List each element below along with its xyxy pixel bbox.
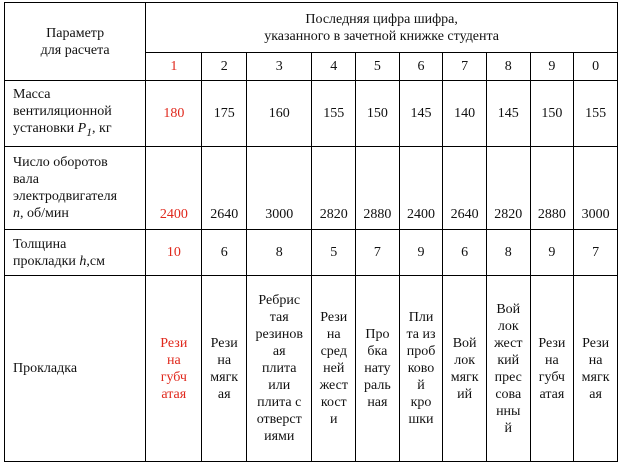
digit-cell: 6: [399, 53, 443, 81]
label-line: вентиляционной: [13, 104, 112, 120]
mass-value: 140: [443, 81, 487, 147]
gasket-line: ая: [589, 386, 602, 402]
rpm-value: 2400: [146, 147, 202, 230]
rpm-symbol: n: [13, 206, 20, 221]
gasket-line: губч: [160, 369, 187, 385]
gasket-line: или: [268, 378, 291, 393]
rpm-value: 2400: [399, 147, 443, 230]
gasket-line: атая: [161, 386, 187, 402]
thickness-value: 8: [486, 230, 530, 276]
mass-symbol: P: [77, 121, 87, 137]
mass-row: [5, 81, 618, 147]
gasket-line: ково: [407, 361, 435, 376]
gasket-line: Рези: [210, 335, 238, 351]
gasket-line: прес: [494, 369, 522, 385]
thickness-value: 7: [356, 230, 400, 276]
gasket-line: лок: [497, 318, 519, 334]
digit-cell: 7: [443, 53, 487, 81]
rpm-value: 3000: [247, 147, 312, 230]
label-text: прокладки: [13, 253, 80, 269]
gasket-line: ая: [272, 344, 286, 359]
mass-value: 145: [399, 81, 443, 147]
label-line: [13, 253, 142, 270]
gasket-line: сова: [495, 386, 522, 402]
gasket-line: мягк: [210, 369, 239, 385]
gasket-line: Вой: [496, 301, 521, 317]
rpm-value: 2820: [312, 147, 356, 230]
gasket-line: иями: [264, 429, 295, 444]
rpm-value: 2640: [202, 147, 247, 230]
gasket-line: ная: [367, 395, 388, 410]
gasket-line: ий: [457, 386, 473, 402]
thickness-symbol: h: [79, 253, 87, 269]
digit-cell: 1: [146, 53, 202, 81]
label-line: вала: [13, 172, 39, 187]
digit-cell: 5: [356, 53, 400, 81]
gasket-line: ая: [217, 386, 231, 402]
gasket-line: на: [217, 352, 232, 368]
digit-header-line: указанного в зачетной книжке студента: [264, 28, 500, 44]
rpm-value: 2880: [530, 147, 574, 230]
parameters-table: [4, 2, 618, 462]
gasket-line: на: [166, 352, 181, 368]
gasket-value: [312, 276, 356, 462]
digit-cell: 0: [574, 53, 618, 81]
gasket-line: нны: [496, 403, 521, 419]
gasket-line: жест: [319, 378, 348, 393]
param-header-line: Параметр: [46, 25, 105, 41]
gasket-line: кро: [410, 395, 432, 410]
mass-value: 155: [312, 81, 356, 147]
mass-value: 175: [202, 81, 247, 147]
thickness-value: 10: [146, 230, 202, 276]
gasket-value: [530, 276, 574, 462]
mass-value: 150: [530, 81, 574, 147]
gasket-line: на: [545, 352, 559, 368]
mass-label-cell: [5, 81, 146, 147]
gasket-line: бка: [367, 344, 388, 359]
gasket-row: [5, 276, 618, 462]
rpm-unit: , об/мин: [20, 206, 69, 221]
param-header-cell: [5, 3, 146, 81]
gasket-line: тая: [269, 310, 289, 325]
digit-cell: 2: [202, 53, 247, 81]
thickness-unit: ,см: [86, 253, 105, 269]
thickness-value: 6: [202, 230, 247, 276]
label-line: электродвигателя: [13, 189, 118, 204]
thickness-value: 8: [247, 230, 312, 276]
thickness-value: 9: [530, 230, 574, 276]
rpm-value: 3000: [574, 147, 618, 230]
gasket-line: й: [504, 420, 513, 436]
gasket-line: кий: [497, 352, 520, 368]
gasket-line: Рези: [160, 335, 188, 351]
mass-subscript: 1: [86, 125, 93, 139]
gasket-line: Про: [365, 327, 390, 342]
label-line: [13, 205, 142, 222]
gasket-line: плита с: [257, 395, 302, 410]
rpm-label-cell: [5, 147, 146, 230]
gasket-line: плита: [261, 361, 297, 376]
gasket-value: [574, 276, 618, 462]
gasket-line: Вой: [452, 335, 477, 351]
gasket-line: мягк: [581, 369, 610, 385]
gasket-line: Пли: [408, 310, 434, 325]
gasket-line: Рези: [538, 335, 566, 351]
gasket-value: [356, 276, 400, 462]
mass-value: 145: [486, 81, 530, 147]
gasket-line: Рези: [582, 335, 610, 351]
gasket-line: проб: [406, 344, 436, 359]
thickness-value: 5: [312, 230, 356, 276]
gasket-value: [486, 276, 530, 462]
gasket-line: ней: [323, 361, 345, 376]
gasket-line: Рези: [320, 310, 348, 325]
gasket-line: на: [588, 352, 603, 368]
gasket-line: мягк: [450, 369, 479, 385]
gasket-line: резинов: [255, 327, 303, 342]
gasket-line: отверст: [256, 412, 302, 427]
thickness-row: [5, 230, 618, 276]
rpm-value: 2820: [486, 147, 530, 230]
digit-cell: 3: [247, 53, 312, 81]
param-header-line: для расчета: [40, 42, 110, 58]
gasket-line: шки: [408, 412, 434, 427]
label-line: Масса: [13, 87, 51, 103]
label-line: Толщина: [13, 236, 67, 252]
thickness-value: 9: [399, 230, 443, 276]
gasket-line: та из: [406, 327, 436, 342]
mass-value: 155: [574, 81, 618, 147]
gasket-line: лок: [454, 352, 476, 368]
gasket-value: [399, 276, 443, 462]
rpm-value: 2640: [443, 147, 487, 230]
gasket-value: [202, 276, 247, 462]
mass-value: 160: [247, 81, 312, 147]
gasket-line: губч: [538, 369, 565, 385]
thickness-value: 6: [443, 230, 487, 276]
gasket-line: сред: [320, 344, 347, 359]
gasket-label-cell: Прокладка: [5, 276, 146, 462]
thickness-value: 7: [574, 230, 618, 276]
thickness-label-cell: [5, 230, 146, 276]
gasket-line: атая: [539, 386, 565, 402]
gasket-value: [146, 276, 202, 462]
mass-value: 150: [356, 81, 400, 147]
gasket-line: кост: [320, 395, 347, 410]
label-line: Число оборотов: [13, 155, 108, 170]
label-text: установки: [13, 121, 78, 137]
digit-header-line: Последняя цифра шифра,: [305, 11, 458, 27]
gasket-value: [247, 276, 312, 462]
gasket-line: на: [326, 327, 341, 342]
digit-header-cell: [146, 3, 618, 53]
rpm-row: [5, 147, 618, 230]
gasket-line: Ребрис: [258, 293, 301, 308]
gasket-line: нату: [364, 361, 391, 376]
digit-cell: 9: [530, 53, 574, 81]
gasket-line: раль: [364, 378, 391, 393]
gasket-line: и: [330, 412, 338, 427]
mass-value: 180: [146, 81, 202, 147]
digit-cell: 4: [312, 53, 356, 81]
digit-cell: 8: [486, 53, 530, 81]
gasket-line: й: [417, 378, 425, 393]
gasket-line: жест: [494, 335, 523, 351]
rpm-value: 2880: [356, 147, 400, 230]
mass-unit: , кг: [92, 121, 112, 137]
gasket-value: [443, 276, 487, 462]
label-line: [13, 120, 142, 141]
